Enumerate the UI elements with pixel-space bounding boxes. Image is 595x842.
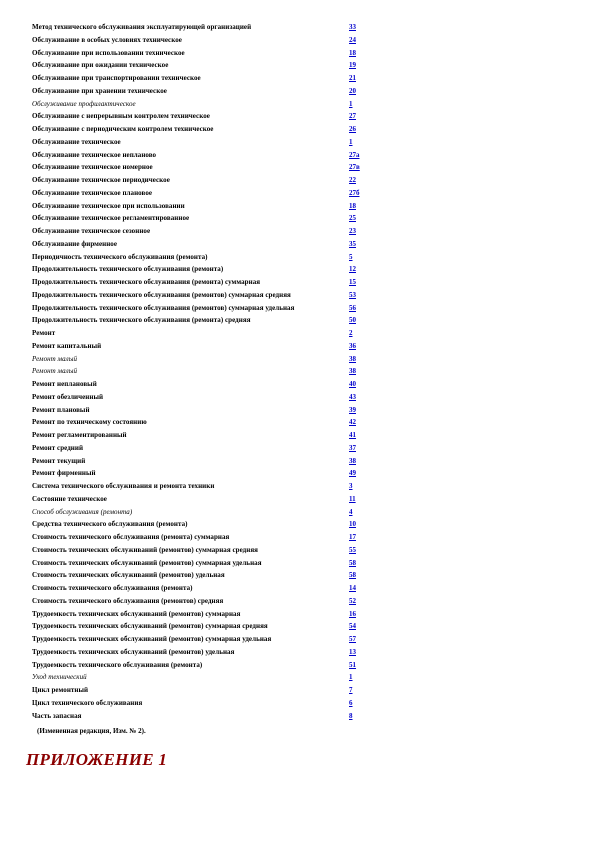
index-term: Ремонт по техническому состоянию xyxy=(32,418,147,427)
term-number-link[interactable]: 2 xyxy=(349,329,353,337)
index-entry xyxy=(32,149,372,162)
term-number-link[interactable]: 14 xyxy=(349,584,356,592)
index-entry xyxy=(32,710,372,723)
index-entry xyxy=(32,442,372,455)
index-entry xyxy=(32,671,372,684)
term-number-link[interactable]: 4 xyxy=(349,507,353,516)
index-term: Стоимость технических обслуживаний (ремонтов) суммарная удельная xyxy=(32,558,262,567)
term-number-link[interactable]: 42 xyxy=(349,418,356,427)
term-number-link[interactable]: 37 xyxy=(349,443,356,452)
index-term: Продолжительность технического обслуживания (ремонтов) суммарная удельная xyxy=(32,303,295,312)
index-term: Продолжительность технического обслуживания (ремонтов) суммарная средняя xyxy=(32,290,291,299)
index-entry xyxy=(32,557,372,570)
index-entry xyxy=(32,200,372,213)
index-term: Ремонт средний xyxy=(32,443,84,452)
index-term: Обслуживание техническое сезонное xyxy=(32,227,151,235)
term-number-link[interactable]: 23 xyxy=(349,227,356,235)
index-term: Трудоемкость технических обслуживаний (ремонтов) суммарная средняя xyxy=(32,622,268,631)
index-term: Часть запасная xyxy=(32,711,82,720)
index-entry xyxy=(32,646,372,659)
index-entry xyxy=(32,493,372,506)
index-entry xyxy=(32,72,372,85)
index-term: Обслуживание при использовании техническое xyxy=(32,48,185,57)
term-number-link[interactable]: 41 xyxy=(349,431,356,439)
index-term: Средства технического обслуживания (ремонта) xyxy=(32,520,188,529)
term-number-link[interactable]: 15 xyxy=(349,278,356,286)
term-number-link[interactable]: 36 xyxy=(349,341,356,350)
index-term: Обслуживание при хранении техническое xyxy=(32,86,167,95)
index-entry xyxy=(32,518,372,531)
term-number-link[interactable]: 7 xyxy=(349,686,353,694)
term-number-link[interactable]: 6 xyxy=(349,698,353,707)
index-term: Ремонт регламентированный xyxy=(32,431,127,439)
index-term: Ремонт текущий xyxy=(32,456,86,465)
index-entry xyxy=(32,289,372,302)
index-entry xyxy=(32,416,372,429)
term-number-link[interactable]: 27б xyxy=(349,188,360,197)
index-entry xyxy=(32,98,372,111)
index-entry xyxy=(32,467,372,480)
index-entry xyxy=(32,225,372,238)
index-entry xyxy=(32,34,372,47)
index-term: Метод технического обслуживания эксплуатирующей организацией xyxy=(32,23,252,31)
term-number-link[interactable]: 25 xyxy=(349,214,356,223)
term-number-link[interactable]: 52 xyxy=(349,596,356,605)
index-term: Обслуживание техническое периодическое xyxy=(32,176,170,184)
index-entry xyxy=(32,378,372,391)
index-term: Трудоемкость технического обслуживания (ремонта) xyxy=(32,660,203,669)
term-number-link[interactable]: 43 xyxy=(349,392,356,401)
term-number-link[interactable]: 35 xyxy=(349,239,356,248)
index-entry xyxy=(32,595,372,608)
appendix-heading: ПРИЛОЖЕНИЕ 1 xyxy=(26,750,168,769)
index-term: Ремонт неплановый xyxy=(32,380,97,388)
index-term: Обслуживание техническое xyxy=(32,137,121,146)
index-entry xyxy=(32,161,372,174)
index-term: Обслуживание с периодическим контролем техническое xyxy=(32,125,214,133)
term-number-link[interactable]: 27а xyxy=(349,150,360,159)
term-number-link[interactable]: 38 xyxy=(349,367,356,376)
term-number-link[interactable]: 33 xyxy=(349,23,356,31)
index-term: Обслуживание техническое регламентированное xyxy=(32,214,190,223)
index-entry xyxy=(32,302,372,315)
index-entry xyxy=(32,340,372,353)
index-term: Обслуживание техническое плановое xyxy=(32,188,153,197)
term-number-link[interactable]: 39 xyxy=(349,405,356,414)
term-number-link[interactable]: 51 xyxy=(349,660,356,669)
index-entry xyxy=(32,276,372,289)
index-term: Обслуживание техническое при использовании xyxy=(32,201,185,210)
term-number-link[interactable]: 3 xyxy=(349,482,353,490)
alphabetical-term-index xyxy=(32,21,372,722)
term-number-link[interactable]: 38 xyxy=(349,456,356,465)
index-term: Стоимость технических обслуживаний (ремонтов) суммарная средняя xyxy=(32,545,258,554)
index-entry xyxy=(32,569,372,582)
index-term: Стоимость технического обслуживания (ремонтов) средняя xyxy=(32,596,224,605)
term-number-link[interactable]: 24 xyxy=(349,35,356,44)
index-term: Ремонт малый xyxy=(32,367,78,376)
term-number-link[interactable]: 5 xyxy=(349,252,353,261)
index-term: Стоимость технических обслуживаний (ремонтов) удельная xyxy=(32,571,225,580)
term-number-link[interactable]: 13 xyxy=(349,647,356,656)
index-entry xyxy=(32,404,372,417)
index-entry xyxy=(32,59,372,72)
term-number-link[interactable]: 1 xyxy=(349,673,353,682)
index-entry xyxy=(32,531,372,544)
index-entry xyxy=(32,47,372,60)
index-entry xyxy=(32,353,372,366)
index-term: Способ обслуживания (ремонта) xyxy=(32,507,133,516)
index-term: Ремонт капитальный xyxy=(32,341,102,350)
term-number-link[interactable]: 56 xyxy=(349,303,356,312)
term-number-link[interactable]: 18 xyxy=(349,201,356,210)
index-entry xyxy=(32,327,372,340)
term-number-link[interactable]: 58 xyxy=(349,558,356,567)
term-number-link[interactable]: 38 xyxy=(349,354,356,363)
index-term: Обслуживание фирменное xyxy=(32,239,118,248)
term-number-link[interactable]: 22 xyxy=(349,176,356,184)
index-term: Стоимость технического обслуживания (ремонта) xyxy=(32,584,193,592)
index-entry xyxy=(32,251,372,264)
index-term: Продолжительность технического обслуживания (ремонта) средняя xyxy=(32,316,251,325)
index-entry xyxy=(32,212,372,225)
index-entry xyxy=(32,123,372,136)
index-term: Трудоемкость технических обслуживаний (ремонтов) суммарная xyxy=(32,609,241,618)
index-term: Уход технический xyxy=(32,673,87,682)
index-term: Обслуживание при ожидании техническое xyxy=(32,61,169,70)
index-entry xyxy=(32,582,372,595)
term-number-link[interactable]: 17 xyxy=(349,533,356,541)
index-term: Трудоемкость технических обслуживаний (ремонтов) суммарная удельная xyxy=(32,635,272,643)
index-entry xyxy=(32,480,372,493)
amendment-note: (Измененная редакция, Изм. № 2). xyxy=(37,727,146,735)
index-entry xyxy=(32,697,372,710)
term-number-link[interactable]: 21 xyxy=(349,74,356,82)
term-number-link[interactable]: 16 xyxy=(349,609,356,618)
term-number-link[interactable]: 55 xyxy=(349,545,356,554)
index-entry xyxy=(32,684,372,697)
term-number-link[interactable]: 27в xyxy=(349,163,360,172)
index-entry xyxy=(32,263,372,276)
term-number-link[interactable]: 18 xyxy=(349,48,356,57)
index-term: Обслуживание техническое непланово xyxy=(32,150,157,159)
index-term: Ремонт плановый xyxy=(32,405,90,414)
term-number-link[interactable]: 1 xyxy=(349,137,353,146)
index-entry xyxy=(32,544,372,557)
term-number-link[interactable]: 8 xyxy=(349,711,353,720)
index-entry xyxy=(32,391,372,404)
index-entry xyxy=(32,620,372,633)
index-term: Ремонт xyxy=(32,329,56,337)
index-term: Система технического обслуживания и ремонта техники xyxy=(32,482,215,490)
index-term: Продолжительность технического обслуживания (ремонта) xyxy=(32,265,224,274)
index-term: Цикл ремонтный xyxy=(32,686,89,694)
term-number-link[interactable]: 50 xyxy=(349,316,356,325)
index-entry xyxy=(32,314,372,327)
term-number-link[interactable]: 11 xyxy=(349,494,356,503)
index-term: Обслуживание при транспортировании техническое xyxy=(32,74,201,82)
index-term: Состояние техническое xyxy=(32,494,107,503)
term-number-link[interactable]: 40 xyxy=(349,380,356,388)
index-entry xyxy=(32,110,372,123)
index-term: Обслуживание в особых условиях техническое xyxy=(32,35,182,44)
index-term: Обслуживание профилактическое xyxy=(32,99,136,108)
index-entry xyxy=(32,174,372,187)
term-number-link[interactable]: 20 xyxy=(349,86,356,95)
term-number-link[interactable]: 10 xyxy=(349,520,356,529)
term-number-link[interactable]: 27 xyxy=(349,112,356,121)
index-entry xyxy=(32,85,372,98)
index-term: Обслуживание техническое номерное xyxy=(32,163,153,172)
index-entry xyxy=(32,608,372,621)
term-number-link[interactable]: 53 xyxy=(349,290,356,299)
index-entry xyxy=(32,633,372,646)
index-entry xyxy=(32,238,372,251)
index-entry xyxy=(32,429,372,442)
term-number-link[interactable]: 58 xyxy=(349,571,356,580)
index-entry xyxy=(32,136,372,149)
term-number-link[interactable]: 1 xyxy=(349,99,353,108)
index-entry xyxy=(32,455,372,468)
index-entry xyxy=(32,21,372,34)
term-number-link[interactable]: 49 xyxy=(349,469,356,478)
index-term: Стоимость технического обслуживания (ремонта) суммарная xyxy=(32,533,230,541)
index-term: Трудоемкость технических обслуживаний (ремонтов) удельная xyxy=(32,647,235,656)
index-term: Цикл технического обслуживания xyxy=(32,698,143,707)
index-term: Периодичность технического обслуживания (ремонта) xyxy=(32,252,208,261)
index-entry xyxy=(32,659,372,672)
index-term: Ремонт обезличенный xyxy=(32,392,104,401)
term-number-link[interactable]: 12 xyxy=(349,265,356,274)
index-term: Обслуживание с непрерывным контролем техническое xyxy=(32,112,210,121)
index-term: Продолжительность технического обслуживания (ремонта) суммарная xyxy=(32,278,261,286)
term-number-link[interactable]: 54 xyxy=(349,622,356,631)
index-term: Ремонт малый xyxy=(32,354,78,363)
index-entry xyxy=(32,506,372,519)
term-number-link[interactable]: 57 xyxy=(349,635,356,643)
index-term: Ремонт фирменный xyxy=(32,469,96,478)
term-number-link[interactable]: 26 xyxy=(349,125,356,133)
term-number-link[interactable]: 19 xyxy=(349,61,356,70)
index-entry xyxy=(32,365,372,378)
index-entry xyxy=(32,187,372,200)
